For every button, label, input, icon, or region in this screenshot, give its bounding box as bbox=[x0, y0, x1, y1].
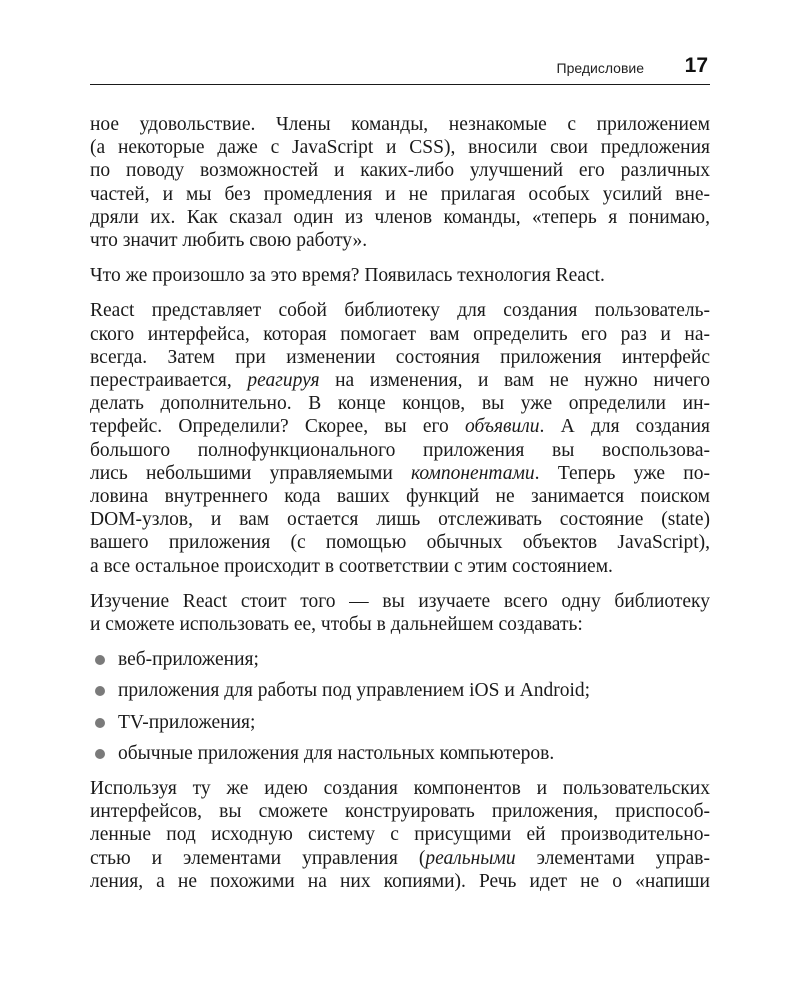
text-line: React представляет собой библиотеку для создания пользователь- bbox=[90, 300, 710, 322]
text-line: а все остальное происходит в соответствии с этим состоянием. bbox=[90, 555, 613, 577]
text-line: ное удовольствие. Члены команды, незнакомые с приложением bbox=[90, 114, 710, 135]
list-item-text: приложения для работы под управлением iOS и Android; bbox=[118, 680, 591, 702]
page-body bbox=[90, 113, 710, 893]
text-line: интерфейсов, вы сможете конструировать приложения, приспособ- bbox=[90, 801, 710, 823]
text-run: на изменения, и вам не нужно ничего bbox=[319, 370, 710, 392]
text-line: (а некоторые даже с JavaScript и CSS), вносили свои предложения bbox=[90, 137, 710, 159]
text-line: делать дополнительно. В конце концов, вы уже определили ин- bbox=[90, 393, 710, 415]
text-line: ления, а не похожими на них копиями). Речь идет не о «напиши bbox=[90, 870, 710, 892]
text-line bbox=[90, 462, 710, 485]
text-run: терфейс. Определили? Скорее, вы его bbox=[90, 416, 466, 438]
text-line: Используя ту же идею создания компонентов и пользовательских bbox=[90, 778, 710, 800]
text-line: вашего приложения (с помощью обычных объектов JavaScript), bbox=[90, 532, 710, 554]
text-line: ского интерфейса, которая помогает вам определить его раз и на- bbox=[90, 323, 710, 345]
bullet-icon bbox=[95, 655, 105, 665]
text-line: DOM-узлов, и вам остается лишь отслеживать состояние (state) bbox=[90, 509, 710, 531]
page-number: 17 bbox=[684, 54, 708, 77]
text-run: стью и элементами управления ( bbox=[90, 847, 426, 869]
text-run: лись небольшими управляемыми bbox=[90, 462, 412, 484]
list-item bbox=[90, 679, 710, 702]
text-run: . А для создания bbox=[539, 416, 710, 438]
list-item-text: обычные приложения для настольных компьютеров. bbox=[118, 742, 555, 764]
bullet-list bbox=[90, 648, 710, 765]
paragraph-3 bbox=[90, 299, 710, 577]
list-item-text: веб-приложения; bbox=[118, 649, 259, 671]
text-line: что значит любить свою работу». bbox=[90, 230, 368, 252]
text-line: частей, и мы без промедления и не прилагая особых усилий вне- bbox=[90, 183, 710, 205]
text-line: Что же произошло за это время? Появилась технология React. bbox=[90, 265, 605, 287]
paragraph-1 bbox=[90, 113, 710, 252]
emphasis: реагируя bbox=[247, 370, 320, 392]
bullet-icon bbox=[95, 749, 105, 759]
text-line: дряли их. Как сказал один из членов команды, «теперь я понимаю, bbox=[90, 206, 710, 228]
text-line: по поводу возможностей и каких-либо улучшений его различных bbox=[90, 160, 710, 182]
emphasis: реальными bbox=[425, 847, 516, 869]
text-line bbox=[90, 847, 710, 870]
text-line: Изучение React стоит того — вы изучаете всего одну библиотеку bbox=[90, 590, 710, 612]
list-item bbox=[90, 742, 710, 765]
text-line: большого полнофункционального приложения вы воспользова- bbox=[90, 439, 710, 461]
text-run: перестраивается, bbox=[90, 370, 248, 392]
paragraph-4 bbox=[90, 590, 710, 636]
emphasis: объявили bbox=[465, 416, 540, 438]
text-line: и сможете использовать ее, чтобы в дальнейшем создавать: bbox=[90, 614, 583, 636]
text-run: элементами управ- bbox=[515, 847, 710, 869]
text-run: . Теперь уже по- bbox=[534, 462, 710, 484]
paragraph-5 bbox=[90, 777, 710, 893]
text-line: всегда. Затем при изменении состояния приложения интерфейс bbox=[90, 346, 710, 368]
bullet-icon bbox=[95, 686, 105, 696]
text-line: ловина внутреннего кода ваших функций не занимается поиском bbox=[90, 486, 710, 508]
running-header bbox=[90, 56, 710, 85]
list-item bbox=[90, 711, 710, 734]
text-line: ленные под исходную систему с присущими ей производительно- bbox=[90, 824, 710, 846]
paragraph-2 bbox=[90, 264, 710, 287]
emphasis: компонентами bbox=[411, 462, 535, 484]
list-item-text: TV-приложения; bbox=[118, 711, 256, 733]
text-line bbox=[90, 369, 710, 392]
bullet-icon bbox=[95, 718, 105, 728]
list-item bbox=[90, 648, 710, 671]
text-line bbox=[90, 415, 710, 438]
section-title: Предисловие bbox=[556, 60, 644, 76]
